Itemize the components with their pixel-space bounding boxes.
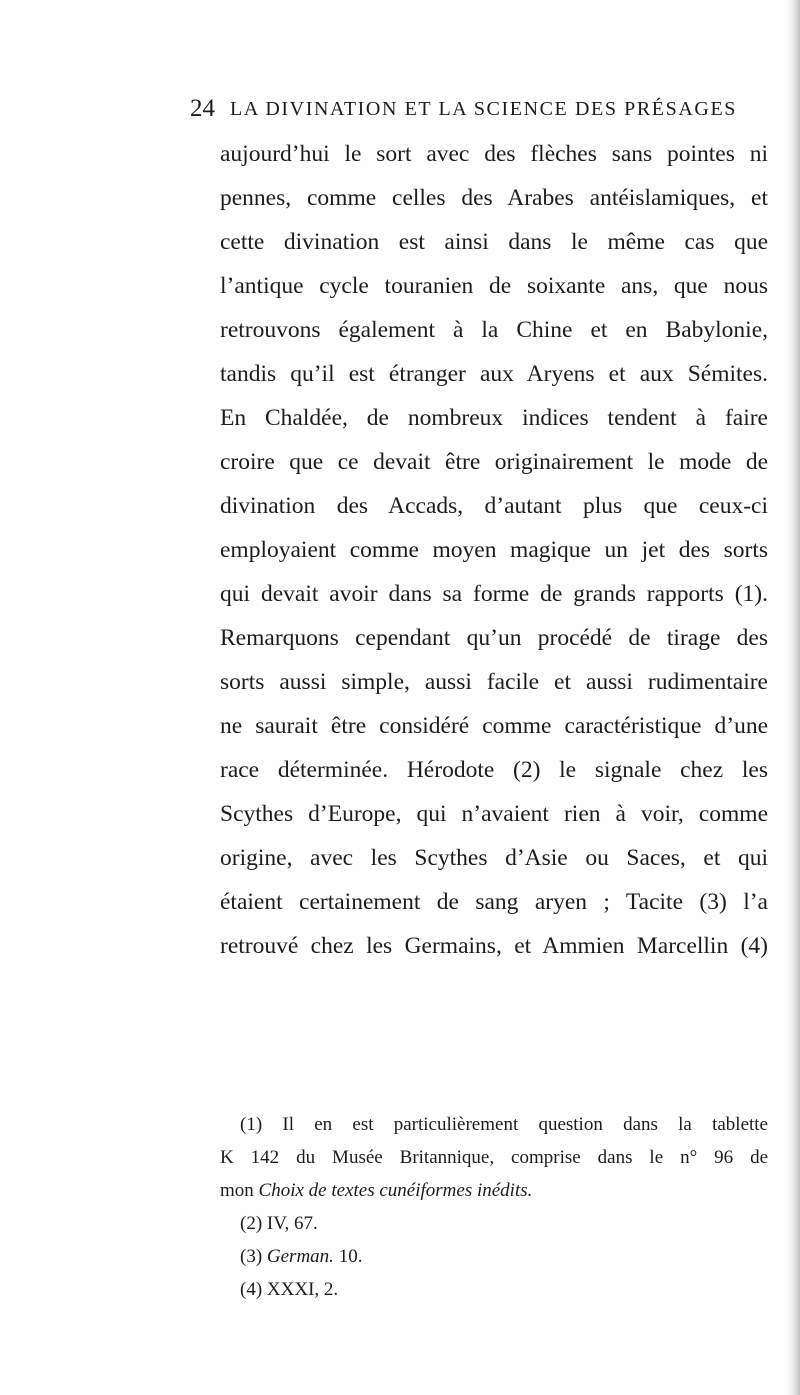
body-line: qui devait avoir dans sa forme de grands rapports (1). [220, 581, 768, 607]
footnote-4: (4) XXXI, 2. [240, 1279, 339, 1300]
footnote-1-line [220, 1174, 768, 1207]
body-line: Remarquons cependant qu’un procédé de tirage des [220, 625, 768, 651]
footnote-1-line: K 142 du Musée Britannique, comprise dans le n° 96 de [220, 1147, 768, 1168]
body-line: croire que ce devait être originairement le mode de [220, 449, 768, 475]
footnotes [220, 1108, 768, 1306]
page-header [190, 94, 780, 130]
body-line: ne saurait être considéré comme caractéristique d’une [220, 713, 768, 739]
footnote-2: (2) IV, 67. [240, 1213, 318, 1234]
footnote-1-line: (1) Il en est particulièrement question dans la tablette [240, 1114, 768, 1135]
body-line: l’antique cycle touranien de soixante ans, que nous [220, 273, 768, 299]
page-number: 24 [190, 95, 215, 122]
body-line: pennes, comme celles des Arabes antéislamiques, et [220, 185, 768, 211]
body-line: Scythes d’Europe, qui n’avaient rien à voir, comme [220, 801, 768, 827]
body-line: employaient comme moyen magique un jet des sorts [220, 537, 768, 563]
footnote-3-prefix: (3) [240, 1246, 267, 1267]
body-line: divination des Accads, d’autant plus que ceux-ci [220, 493, 768, 519]
body-line: En Chaldée, de nombreux indices tendent à faire [220, 405, 768, 431]
footnote-3-suffix: 10. [333, 1246, 363, 1267]
body-line: sorts aussi simple, aussi facile et aussi rudimentaire [220, 669, 768, 695]
footnote-1-cited-title: Choix de textes cunéiformes inédits. [258, 1180, 533, 1201]
footnote-3-cited-title: German. [266, 1246, 334, 1267]
body-line: aujourd’hui le sort avec des flèches sans pointes ni [220, 141, 768, 167]
body-line: cette divination est ainsi dans le même cas que [220, 229, 768, 255]
body-line: origine, avec les Scythes d’Asie ou Saces, et qui [220, 845, 768, 871]
body-line: retrouvons également à la Chine et en Babylonie, [220, 317, 768, 343]
footnote-3 [220, 1240, 768, 1273]
body-line: étaient certainement de sang aryen ; Tacite (3) l’a [220, 889, 768, 915]
page-edge-shadow [786, 0, 800, 1395]
body-line: retrouvé chez les Germains, et Ammien Marcellin (4) [220, 933, 768, 959]
running-head: LA DIVINATION ET LA SCIENCE DES PRÉSAGES [230, 98, 737, 120]
body-line: race déterminée. Hérodote (2) le signale chez les [220, 757, 768, 783]
body-line: tandis qu’il est étranger aux Aryens et aux Sémites. [220, 361, 768, 387]
body-text [220, 132, 768, 968]
footnote-1-prefix: mon [220, 1180, 259, 1201]
